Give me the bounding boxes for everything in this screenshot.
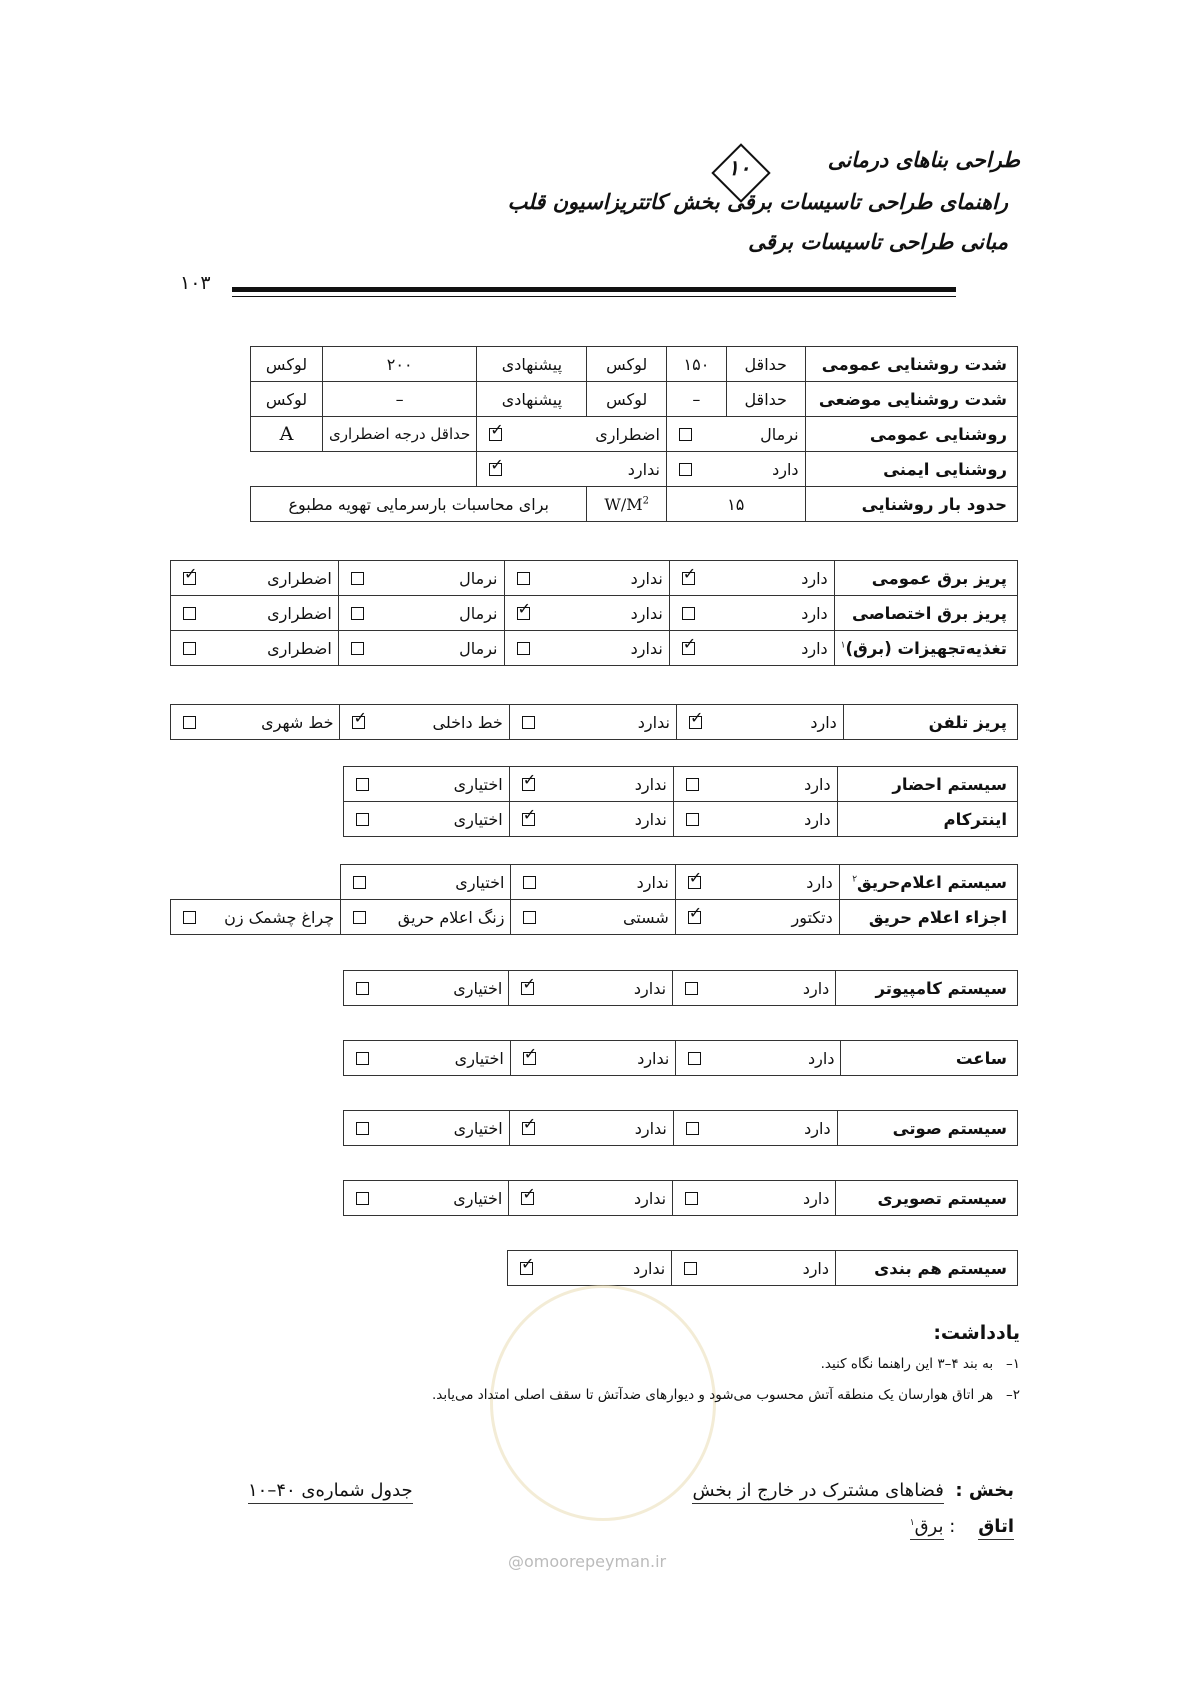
empty-cell <box>251 452 477 487</box>
normal-option <box>338 561 504 596</box>
has-option <box>673 802 837 837</box>
has-option <box>669 631 834 666</box>
checkbox[interactable] <box>688 1052 701 1065</box>
table-row <box>251 347 1018 382</box>
table-reference <box>248 1480 413 1501</box>
footer-room <box>910 1516 1014 1537</box>
optional-option <box>344 1041 511 1076</box>
option-label: دارد <box>801 638 828 658</box>
checkbox[interactable] <box>183 716 196 729</box>
table-row <box>251 382 1018 417</box>
checkbox[interactable] <box>353 876 366 889</box>
emergency-option <box>477 417 667 452</box>
rec-unit: لوکس <box>251 382 323 417</box>
option-label: دارد <box>804 1118 831 1138</box>
option-label: ندارد <box>630 638 663 658</box>
section-label: بخش : <box>955 1480 1014 1501</box>
video-system-table <box>343 1180 1018 1216</box>
emergency-option <box>171 561 339 596</box>
header-title-line2: راهنمای طراحی تاسیسات برقی بخش کاتتریزاسیون قلب <box>507 190 1008 214</box>
checkbox[interactable] <box>517 642 530 655</box>
option-label: شستی <box>622 907 669 927</box>
option-label: دارد <box>803 1188 830 1208</box>
table-row <box>344 1111 1018 1146</box>
page-number: ۱۰۳ <box>180 272 211 294</box>
rec-label: پیشنهادی <box>477 382 587 417</box>
option-label: دارد <box>801 568 828 588</box>
row-label: سیستم صوتی <box>837 1111 1017 1146</box>
option-label: ندارد <box>630 603 663 623</box>
checkbox[interactable] <box>522 813 535 826</box>
option-label: اختیاری <box>453 1188 503 1208</box>
load-unit: $W/M^2$ <box>587 487 666 522</box>
option-label: ندارد <box>627 459 660 479</box>
note-1 <box>821 1356 1020 1372</box>
hasnot-option <box>508 1251 672 1286</box>
table-row <box>171 561 1018 596</box>
checkbox[interactable] <box>523 1052 536 1065</box>
room-colon: : <box>949 1516 956 1537</box>
phone-table <box>170 704 1018 740</box>
table-row <box>344 767 1018 802</box>
option-label: اختیاری <box>453 809 503 829</box>
fire-alarm-table <box>170 864 1018 935</box>
checkbox[interactable] <box>522 1122 535 1135</box>
has-option <box>676 705 843 740</box>
row-label: پریز تلفن <box>843 705 1017 740</box>
checkbox[interactable] <box>521 982 534 995</box>
option-label: اختیاری <box>453 1118 503 1138</box>
header-title-line1: طراحی بناهای درمانی <box>827 148 1020 172</box>
optional-option <box>344 802 510 837</box>
checkbox[interactable] <box>520 1262 533 1275</box>
has-option <box>672 1251 836 1286</box>
computer-system-table <box>343 970 1018 1006</box>
rec-unit: لوکس <box>251 347 323 382</box>
row-label: ساعت <box>841 1041 1018 1076</box>
checkbox[interactable] <box>682 642 695 655</box>
row-label: سیستم تصویری <box>836 1181 1018 1216</box>
hasnot-option <box>509 802 673 837</box>
table-row <box>251 417 1018 452</box>
normal-option <box>338 596 504 631</box>
row-label: شدت روشنایی موضعی <box>805 382 1017 417</box>
strobe-option <box>171 900 341 935</box>
hasnot-option <box>510 1041 676 1076</box>
checkbox[interactable] <box>679 428 692 441</box>
option-label: دارد <box>804 774 831 794</box>
hasnot-option <box>509 1111 673 1146</box>
has-option <box>673 1181 836 1216</box>
table-row <box>171 631 1018 666</box>
hasnot-option <box>509 1181 673 1216</box>
checkbox[interactable] <box>685 1192 698 1205</box>
bonding-system-table <box>507 1250 1018 1286</box>
min-unit: لوکس <box>587 382 666 417</box>
option-label: ندارد <box>630 568 663 588</box>
has-option <box>669 561 834 596</box>
min-value: ۱۵۰ <box>666 347 726 382</box>
option-label: ندارد <box>634 1118 667 1138</box>
power-table <box>170 560 1018 666</box>
checkbox[interactable] <box>356 1122 369 1135</box>
checkbox[interactable] <box>523 911 536 924</box>
option-label: ندارد <box>636 872 669 892</box>
checkbox[interactable] <box>351 572 364 585</box>
hasnot-option <box>504 596 669 631</box>
option-label: زنگ اعلام حریق <box>397 907 505 927</box>
checkbox[interactable] <box>183 607 196 620</box>
table-row <box>344 1181 1018 1216</box>
optional-option <box>344 1111 510 1146</box>
option-label: دارد <box>802 1258 829 1278</box>
table-row <box>344 802 1018 837</box>
checkbox[interactable] <box>356 1192 369 1205</box>
option-label: نرمال <box>459 568 498 588</box>
emergency-option <box>171 631 339 666</box>
option-label: دارد <box>801 603 828 623</box>
checkbox[interactable] <box>352 716 365 729</box>
checkbox[interactable] <box>523 876 536 889</box>
checkbox[interactable] <box>679 463 692 476</box>
option-label: نرمال <box>459 638 498 658</box>
table-row <box>171 596 1018 631</box>
option-label: دتکتور <box>791 907 833 927</box>
row-label: شدت روشنایی عمومی <box>805 347 1017 382</box>
row-label: سیستم احضار <box>837 767 1017 802</box>
hasnot-option <box>509 705 676 740</box>
note-2 <box>432 1387 1020 1403</box>
normal-option <box>338 631 504 666</box>
empty-cell <box>171 865 341 900</box>
table-row <box>344 1041 1018 1076</box>
option-label: دارد <box>802 978 830 998</box>
option-label: اختیاری <box>455 872 505 892</box>
rec-value: – <box>323 382 477 417</box>
has-option <box>673 971 836 1006</box>
checkbox[interactable] <box>517 572 530 585</box>
option-label: چراغ چشمک زن <box>224 907 335 927</box>
option-label: اضطراری <box>595 424 660 444</box>
has-option <box>666 452 805 487</box>
checkbox[interactable] <box>351 607 364 620</box>
option-label: اضطراری <box>267 603 332 623</box>
option-label: ندارد <box>637 712 670 732</box>
section-value: فضاهای مشترک در خارج از بخش <box>692 1480 943 1504</box>
table-ref-text: جدول شماره‌ی ۴۰–۱۰ <box>248 1480 413 1504</box>
has-option <box>673 1111 837 1146</box>
table-row <box>171 705 1018 740</box>
room-value: برق$^۱$ <box>910 1516 944 1540</box>
row-label: سیستم هم بندی <box>836 1251 1018 1286</box>
checkbox[interactable] <box>183 911 196 924</box>
checkbox[interactable] <box>183 572 196 585</box>
option-label: اضطراری <box>267 568 332 588</box>
load-note: برای محاسبات بارسرمایی تهویه مطبوع <box>251 487 587 522</box>
option-label: دارد <box>772 459 799 479</box>
checkbox[interactable] <box>688 911 701 924</box>
row-label: تغذیه‌تجهیزات (برق)$^۱$ <box>834 631 1017 666</box>
city-line-option <box>171 705 340 740</box>
has-option <box>675 865 839 900</box>
rec-label: پیشنهادی <box>477 347 587 382</box>
header-title-line3: مبانی طراحی تاسیسات برقی <box>748 230 1008 254</box>
has-option <box>669 596 834 631</box>
checkbox[interactable] <box>356 813 369 826</box>
option-label: ندارد <box>634 809 667 829</box>
call-intercom-table <box>343 766 1018 837</box>
table-row <box>508 1251 1018 1286</box>
checkbox[interactable] <box>686 813 699 826</box>
option-label: اختیاری <box>453 978 503 998</box>
checkbox[interactable] <box>685 982 698 995</box>
header-rule-thick <box>232 287 956 292</box>
hasnot-option <box>504 561 669 596</box>
checkbox[interactable] <box>356 1052 369 1065</box>
min-label: حداقل <box>726 347 805 382</box>
row-label: حدود بار روشنایی <box>805 487 1017 522</box>
row-label: پریز برق اختصاصی <box>834 596 1017 631</box>
option-label: نرمال <box>760 424 799 444</box>
table-row <box>251 487 1018 522</box>
option-label: نرمال <box>459 603 498 623</box>
note-number: ۲– <box>1005 1387 1020 1403</box>
shasti-option <box>511 900 675 935</box>
checkbox[interactable] <box>356 982 369 995</box>
note-text: به بند ۴–۳ این راهنما نگاه کنید. <box>820 1356 994 1372</box>
chapter-badge-number: ۱۰ <box>727 156 751 180</box>
checkbox[interactable] <box>686 778 699 791</box>
audio-system-table <box>343 1110 1018 1146</box>
hasnot-option <box>509 767 673 802</box>
checkbox[interactable] <box>688 876 701 889</box>
has-option <box>676 1041 841 1076</box>
option-label: دارد <box>804 809 831 829</box>
hasnot-option <box>511 865 675 900</box>
checkbox[interactable] <box>521 1192 534 1205</box>
option-label: دارد <box>810 712 837 732</box>
checkbox[interactable] <box>682 572 695 585</box>
checkbox[interactable] <box>356 778 369 791</box>
note-number: ۱– <box>1005 1356 1020 1372</box>
checkbox[interactable] <box>183 642 196 655</box>
option-label: ندارد <box>633 1258 666 1278</box>
option-label: ندارد <box>633 1188 667 1208</box>
checkbox[interactable] <box>686 1122 699 1135</box>
optional-option <box>344 971 509 1006</box>
option-label: اضطراری <box>267 638 332 658</box>
row-label: روشنایی ایمنی <box>805 452 1017 487</box>
notes-title: یادداشت: <box>933 1322 1020 1344</box>
option-label: خط داخلی <box>432 712 503 732</box>
checkbox[interactable] <box>689 716 702 729</box>
row-label: سیستم اعلام‌حریق$^۲$ <box>839 865 1017 900</box>
row-label: اجزاء اعلام حریق <box>839 900 1017 935</box>
row-label: پریز برق عمومی <box>834 561 1017 596</box>
checkbox[interactable] <box>489 428 502 441</box>
optional-option <box>344 1181 509 1216</box>
min-unit: لوکس <box>587 347 666 382</box>
checkbox[interactable] <box>517 607 530 620</box>
checkbox[interactable] <box>351 642 364 655</box>
checkbox[interactable] <box>684 1262 697 1275</box>
checkbox[interactable] <box>489 463 502 476</box>
hasnot-option <box>509 971 673 1006</box>
optional-option <box>341 865 511 900</box>
min-label: حداقل <box>726 382 805 417</box>
option-label: اختیاری <box>454 1048 504 1068</box>
watermark-url: @omoorepeyman.ir <box>508 1552 667 1571</box>
hasnot-option <box>504 631 669 666</box>
header-rule-thin <box>232 296 956 297</box>
note-text: هر اتاق هوارسان یک منطقه آتش محسوب می‌شود و دیوارهای ضدآتش تا سقف اصلی امتداد می‌یابد. <box>432 1387 994 1403</box>
checkbox[interactable] <box>682 607 695 620</box>
option-label: اختیاری <box>453 774 503 794</box>
rec-value: ۲۰۰ <box>323 347 477 382</box>
option-label: دارد <box>808 1048 835 1068</box>
hasnot-option <box>477 452 667 487</box>
min-value: – <box>666 382 726 417</box>
room-label: اتاق <box>978 1516 1014 1540</box>
footer-section <box>692 1480 1014 1501</box>
option-label: ندارد <box>637 1048 670 1068</box>
min-grade-label: حداقل درجه اضطراری <box>323 417 477 452</box>
row-label: روشنایی عمومی <box>805 417 1017 452</box>
watermark-seal <box>490 1285 716 1521</box>
row-label: اینترکام <box>837 802 1017 837</box>
table-row <box>171 865 1018 900</box>
option-label: دارد <box>806 872 833 892</box>
clock-system-table <box>343 1040 1018 1076</box>
optional-option <box>344 767 510 802</box>
detector-option <box>675 900 839 935</box>
table-row <box>251 452 1018 487</box>
option-label: ندارد <box>633 978 667 998</box>
table-row <box>344 971 1018 1006</box>
table-row <box>171 900 1018 935</box>
bell-option <box>341 900 511 935</box>
load-value: ۱۵ <box>666 487 805 522</box>
normal-option <box>666 417 805 452</box>
checkbox[interactable] <box>522 778 535 791</box>
has-option <box>673 767 837 802</box>
row-label: سیستم کامپیوتر <box>836 971 1018 1006</box>
checkbox[interactable] <box>522 716 535 729</box>
emergency-option <box>171 596 339 631</box>
internal-line-option <box>340 705 509 740</box>
lighting-table <box>250 346 1018 522</box>
min-grade-value: A <box>251 417 323 452</box>
option-label: ندارد <box>634 774 667 794</box>
option-label: خط شهری <box>261 712 334 732</box>
checkbox[interactable] <box>353 911 366 924</box>
